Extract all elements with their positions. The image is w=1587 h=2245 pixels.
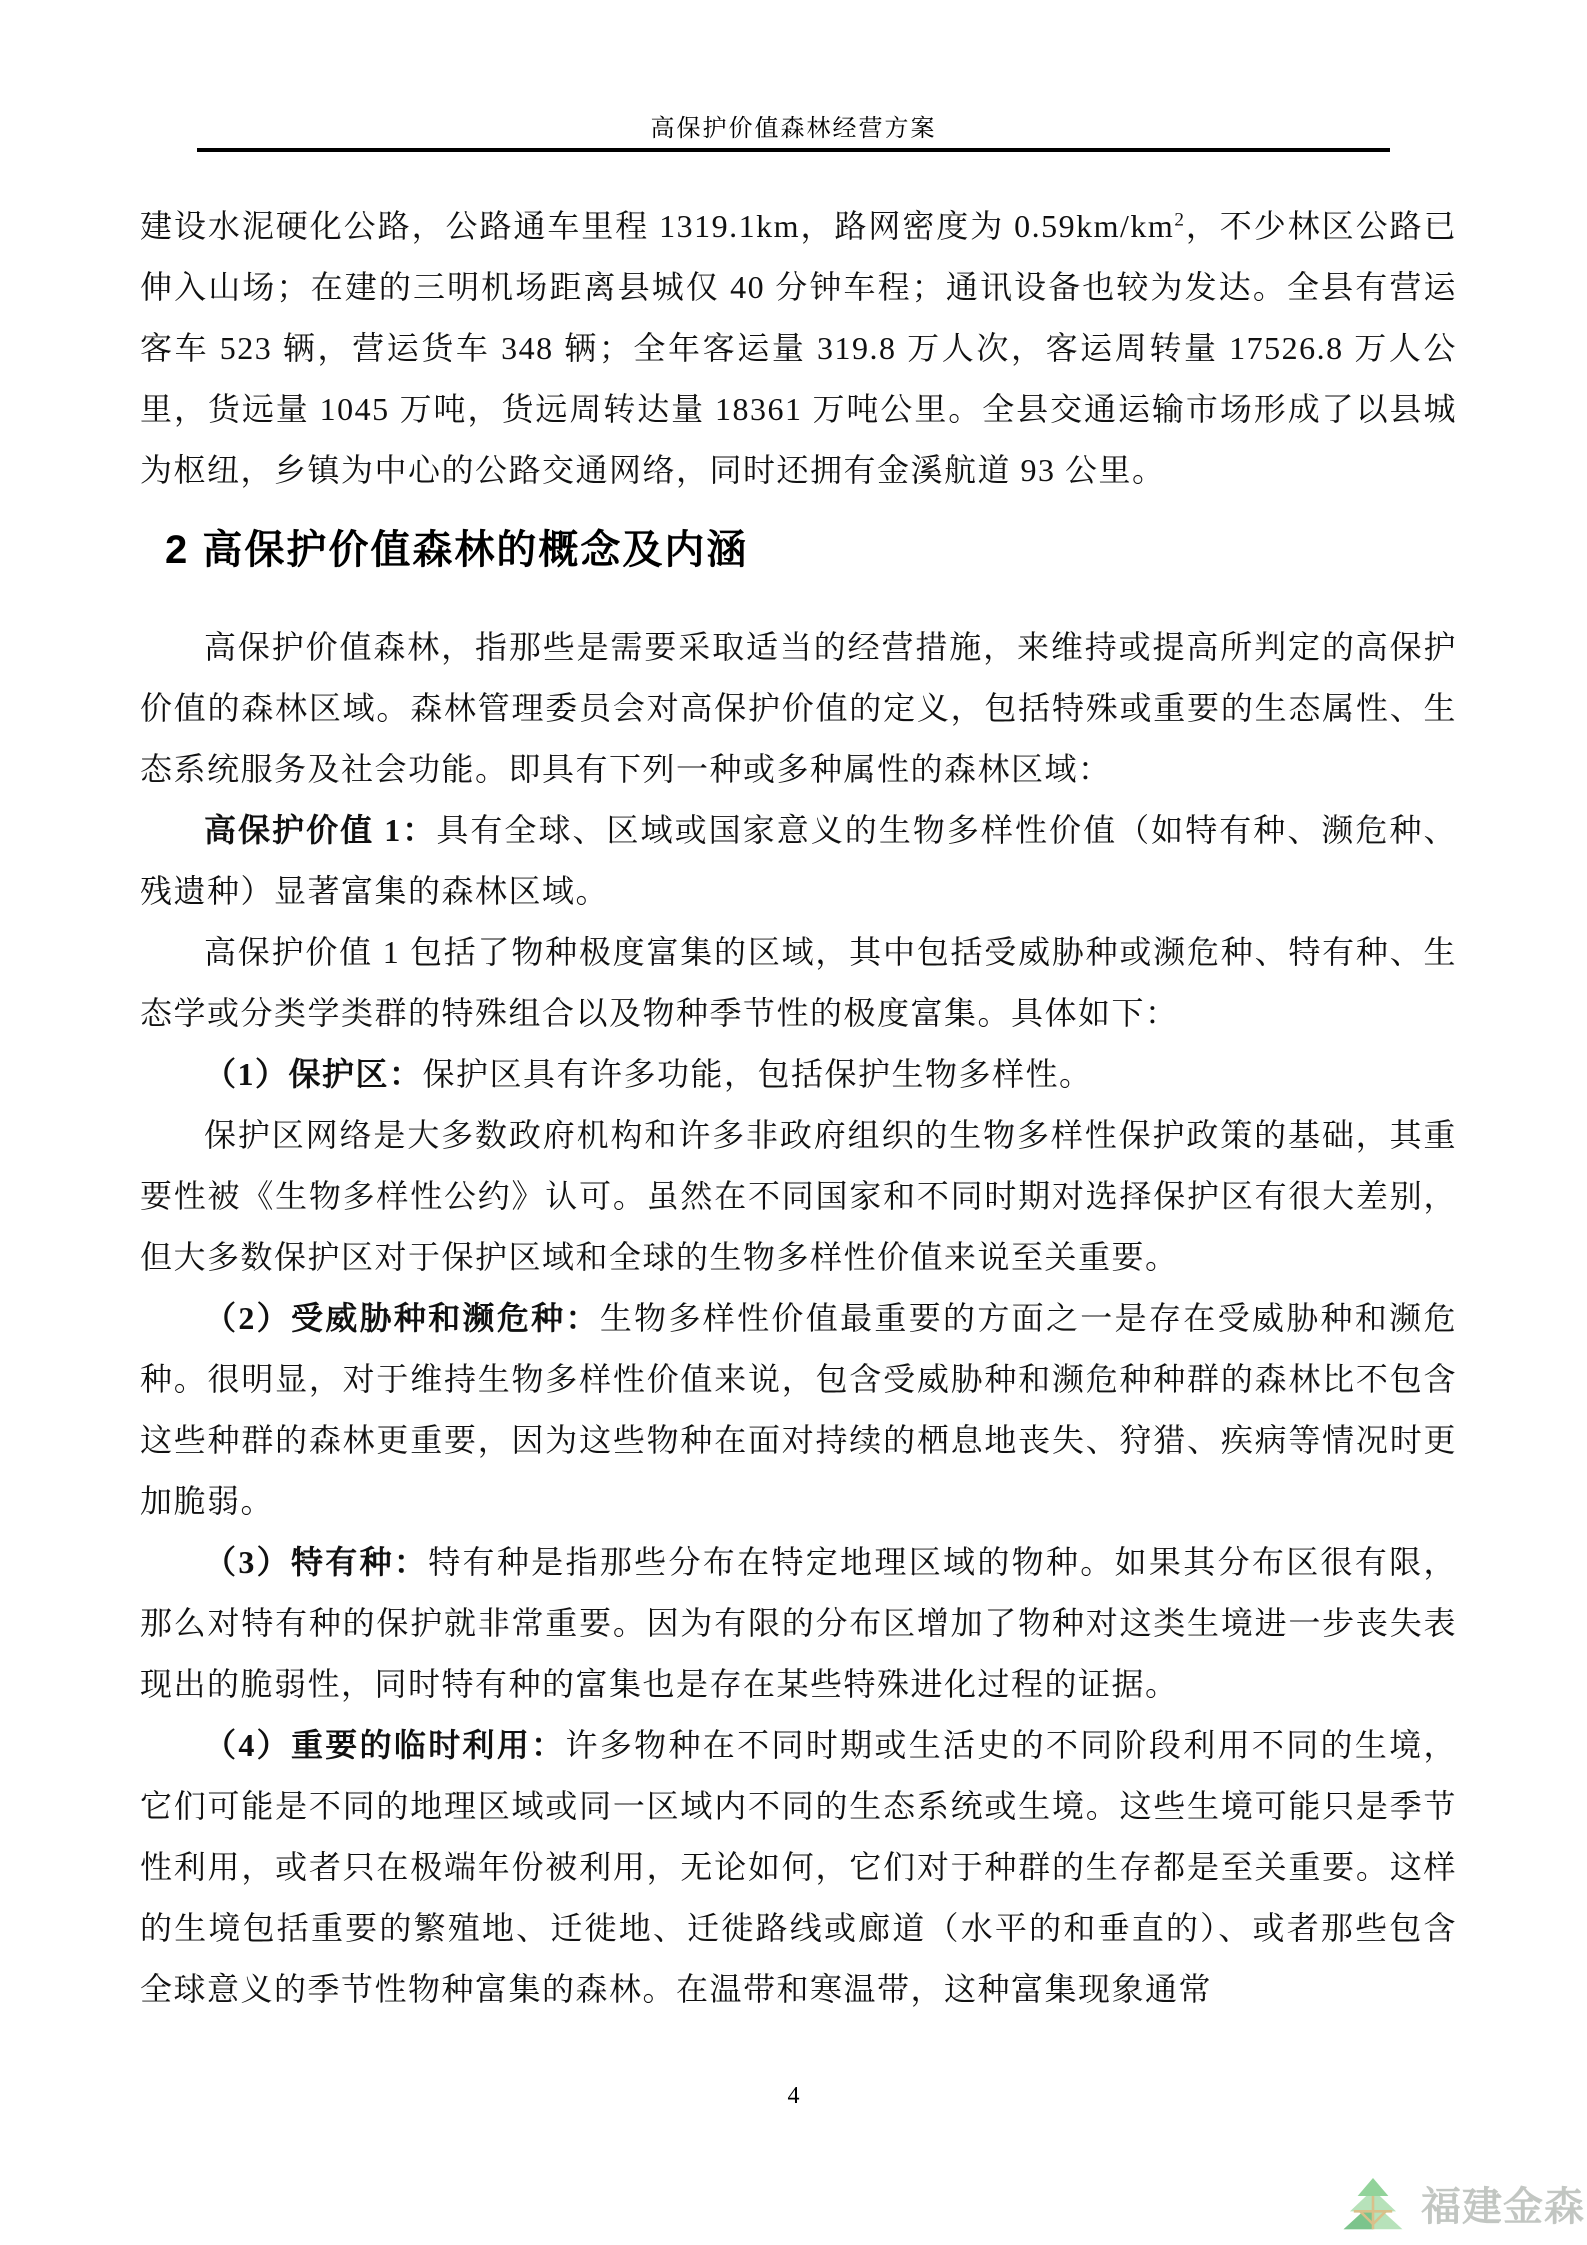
paragraph-text: 特有种是指那些分布在特定地理区域的物种。如果其分布区很有限，那么对特有种的保护就非常重要。因为有限的分布区增加了物种对这类生境进一步丧失表现出的脆弱性，同时特有种的富集也是存在某些特殊进化过程的证据。 bbox=[140, 1544, 1457, 1702]
paragraph-text: 生物多样性价值最重要的方面之一是存在受威胁种和濒危种。很明显，对于维持生物多样性价值来说，包含受威胁种和濒危种种群的森林比不包含这些种群的森林更重要，因为这些物种在面对持续的栖息地丧失、狩猎、疾病等情况时更加脆弱。 bbox=[140, 1300, 1457, 1519]
page-number: 4 bbox=[787, 2083, 800, 2109]
paragraph-text: 保护区具有许多功能，包括保护生物多样性。 bbox=[422, 1056, 1093, 1092]
logo-text: 福建金森 bbox=[1421, 2184, 1585, 2229]
document-content bbox=[140, 152, 1457, 2020]
paragraph-hcv1-scope: 高保护价值 1 包括了物种极度富集的区域，其中包括受威胁种或濒危种、特有种、生态学或分类学类群的特殊组合以及物种季节性的极度富集。具体如下： bbox=[140, 934, 1457, 1031]
tree-icon bbox=[1341, 2174, 1405, 2232]
paragraph-threatened-species bbox=[140, 1288, 1457, 1532]
paragraph-temporal-use bbox=[140, 1715, 1457, 2020]
paragraph-hcv1-definition bbox=[140, 800, 1457, 922]
paragraph-lead-bold: 高保护价值 1： bbox=[204, 812, 437, 848]
paragraph-lead-bold: （2）受威胁种和濒危种： bbox=[204, 1300, 600, 1336]
paragraph-hcvf-intro: 高保护价值森林，指那些是需要采取适当的经营措施，来维持或提高所判定的高保护价值的森林区域。森林管理委员会对高保护价值的定义，包括特殊或重要的生态属性、生态系统服务及社会功能。即具有下列一种或多种属性的森林区域： bbox=[140, 629, 1457, 787]
section-heading: 2 高保护价值森林的概念及内涵 bbox=[165, 528, 749, 572]
paragraph-endemic-species bbox=[140, 1532, 1457, 1715]
paragraph-lead-bold: （1）保护区： bbox=[204, 1056, 423, 1092]
paragraph-protected-areas bbox=[140, 1044, 1457, 1105]
paragraph-text: 具有全球、区域或国家意义的生物多样性价值（如特有种、濒危种、残遗种）显著富集的森林区域。 bbox=[140, 812, 1457, 909]
company-logo bbox=[1341, 2174, 1585, 2232]
page-footer bbox=[0, 2083, 1587, 2110]
paragraph-text: 许多物种在不同时期或生活史的不同阶段利用不同的生境，它们可能是不同的地理区域或同一区域内不同的生态系统或生境。这些生境可能只是季节性利用，或者只在极端年份被利用，无论如何，它们对于种群的生存都是至关重要。这样的生境包括重要的繁殖地、迁徙地、迁徙路线或廊道（水平的和垂直的）、或者那些包含全球意义的季节性物种富集的森林。在温带和寒温带，这种富集现象通常 bbox=[140, 1727, 1457, 2007]
superscript-2: 2 bbox=[1174, 209, 1186, 231]
paragraph-lead-bold: （3）特有种： bbox=[204, 1544, 429, 1580]
paragraph-lead-bold: （4）重要的临时利用： bbox=[204, 1727, 566, 1763]
header-title: 高保护价值森林经营方案 bbox=[650, 116, 937, 142]
paragraph-text: ，不少林区公路已伸入山场；在建的三明机场距离县城仅 40 分钟车程；通讯设备也较为发达。全县有营运客车 523 辆，营运货车 348 辆；全年客运量 319.8 万人次，客运周转量 17526.8 万人公里，货远量 1045 万吨，货远周转达量 18361 万吨公里。全县交通运输市场形成了以县城为枢纽，乡镇为中心的公路交通网络，同时还拥有金溪航道 93 公里。 bbox=[140, 208, 1457, 488]
paragraph-protected-areas-detail: 保护区网络是大多数政府机构和许多非政府组织的生物多样性保护政策的基础，其重要性被《生物多样性公约》认可。虽然在不同国家和不同时期对选择保护区有很大差别，但大多数保护区对于保护区域和全球的生物多样性价值来说至关重要。 bbox=[140, 1117, 1457, 1275]
paragraph-infrastructure bbox=[140, 196, 1457, 501]
page-header bbox=[0, 0, 1587, 152]
paragraph-text: 建设水泥硬化公路，公路通车里程 1319.1km，路网密度为 0.59km/km bbox=[140, 208, 1175, 244]
